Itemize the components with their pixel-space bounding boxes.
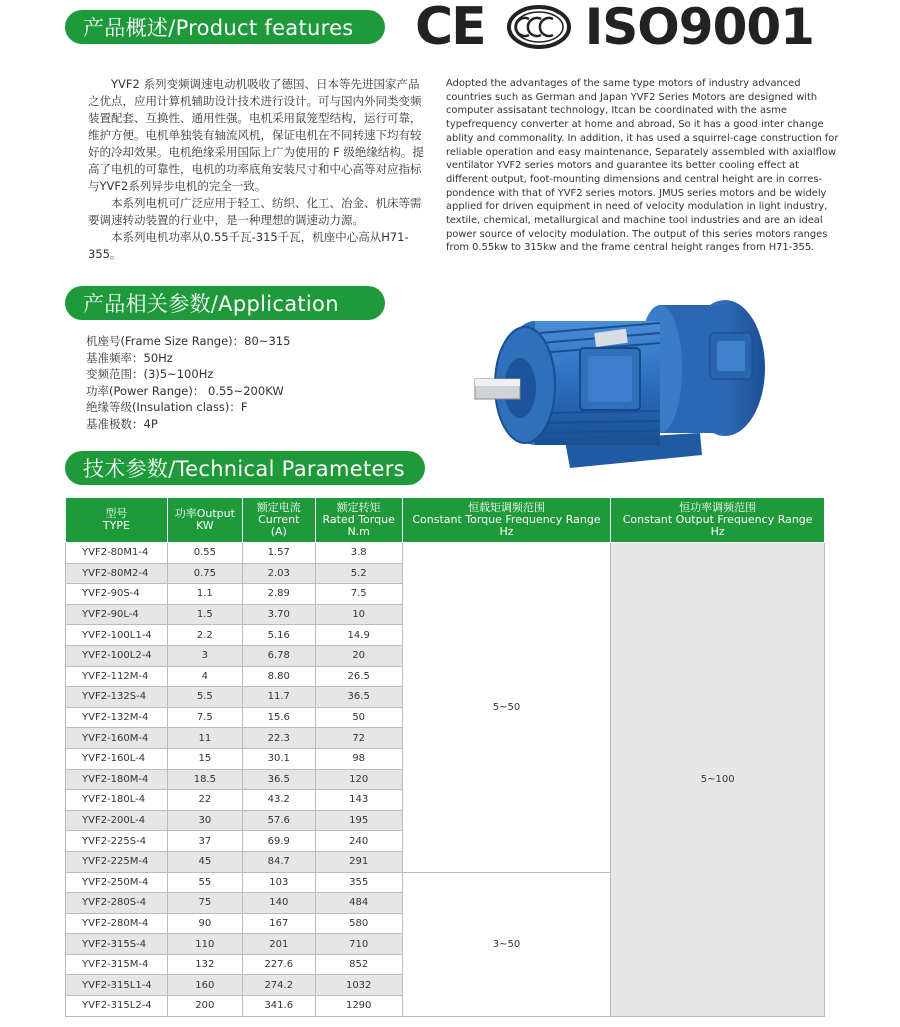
cell-current: 227.6 [242,954,315,975]
header-torque: 额定转矩 Rated Torque N.m [315,498,402,543]
cell-type: YVF2-225S-4 [66,831,168,852]
cell-current: 341.6 [242,996,315,1017]
cell-output: 90 [167,913,242,934]
cell-type: YVF2-180M-4 [66,769,168,790]
cell-type: YVF2-90S-4 [66,584,168,605]
cell-torque: 852 [315,954,402,975]
cell-type: YVF2-315S-4 [66,934,168,955]
cell-torque: 36.5 [315,687,402,708]
cell-torque: 484 [315,893,402,914]
cell-current: 2.89 [242,584,315,605]
cn-paragraph: YVF2 系列变频调速电动机吸收了德国、日本等先进国家产品之优点，应用计算机辅助设计技术进行设计。可与国内外同类变频装置配套、互换性、通用性强。电机采用鼠笼型结构，运行可靠，维护方便。电机单独装有轴流风机，保证电机在不同转速下均有较好的冷却效果。电机绝缘采用国际上广为使用的 F 级绝缘结构。提高了电机的可靠性，电机的功率底角安装尺寸和中心高等对应指标与YVF2系列异步电机的完全一致。 [88,77,424,193]
cell-torque: 50 [315,707,402,728]
cell-current: 201 [242,934,315,955]
cell-output: 11 [167,728,242,749]
header-output: 功率Output KW [167,498,242,543]
cell-torque: 1032 [315,975,402,996]
spec-frame-size: 机座号(Frame Size Range)：80~315 [86,334,291,348]
cell-type: YVF2-132M-4 [66,707,168,728]
cell-type: YVF2-90L-4 [66,604,168,625]
spec-base-frequency: 基准频率：50Hz [86,350,173,365]
spec-frequency-range: 变频范围：(3)5~100Hz [86,367,214,382]
cell-torque: 195 [315,810,402,831]
cell-output: 110 [167,934,242,955]
iso9001-logo: ISO9001 [584,0,814,56]
cell-torque: 240 [315,831,402,852]
cell-output: 2.2 [167,625,242,646]
cell-current: 140 [242,893,315,914]
cell-output: 5.5 [167,687,242,708]
cell-current: 1.57 [242,543,315,564]
cell-current: 2.03 [242,563,315,584]
cell-output: 132 [167,954,242,975]
ce-logo: CE [415,0,485,57]
cell-current: 36.5 [242,769,315,790]
cell-torque: 7.5 [315,584,402,605]
cell-output: 15 [167,748,242,769]
cell-output: 45 [167,851,242,872]
cell-torque: 355 [315,872,402,893]
cell-torque: 5.2 [315,563,402,584]
cell-torque: 98 [315,748,402,769]
cell-output: 160 [167,975,242,996]
cell-torque: 580 [315,913,402,934]
cell-type: YVF2-250M-4 [66,872,168,893]
cell-current: 22.3 [242,728,315,749]
cell-current: 15.6 [242,707,315,728]
cell-type: YVF2-100L2-4 [66,645,168,666]
cell-output: 3 [167,645,242,666]
english-description: Adopted the advantages of the same type motors of industry advanced countries such as German and Japan YVF2 Series Motors are designed with computer assisatant technology, Itcan be coordinated with the asme typefrequency converter at home and abroad, So it has a good inter change ablity and commonality. In addition, it has used a squirrel-cage construction for reliable operation and easy maintenance, Separately assembled with axialflow ventilator YVF2 series motors and guarantee its better cooling effect at different output, foot-mounting dimensions and central height are in corres-pondence with that of YVF2 series motors. JMUS series motors and be widely applied for driven equipment in need of velocity modulation in light industry, textile, chemical, metallurgical and machine tool industries and are an ideal power source of velocity modulation. The output of this series motors ranges from 0.55kw to 315kw and the frame central height ranges from H71-355. [446,78,839,254]
ccc-logo-icon [507,5,571,49]
cell-torque-range-b: 3~50 [402,872,611,1016]
section-title-application [65,286,385,320]
cell-type: YVF2-80M2-4 [66,563,168,584]
table-row [66,543,825,564]
cell-type: YVF2-280M-4 [66,913,168,934]
cell-current: 5.16 [242,625,315,646]
cell-current: 6.78 [242,645,315,666]
cell-torque: 72 [315,728,402,749]
cell-type: YVF2-80M1-4 [66,543,168,564]
cell-type: YVF2-315L2-4 [66,996,168,1017]
cell-torque: 3.8 [315,543,402,564]
cell-torque: 143 [315,790,402,811]
cell-output: 0.55 [167,543,242,564]
cell-output: 75 [167,893,242,914]
cell-type: YVF2-100L1-4 [66,625,168,646]
cell-type: YVF2-132S-4 [66,687,168,708]
cell-current: 167 [242,913,315,934]
cell-torque: 14.9 [315,625,402,646]
cell-torque-range-a: 5~50 [402,543,611,873]
cell-output: 22 [167,790,242,811]
cell-type: YVF2-315L1-4 [66,975,168,996]
cell-current: 43.2 [242,790,315,811]
section-title-technical-parameters [65,451,425,485]
header-current: 额定电流 Current (A) [242,498,315,543]
cell-output: 1.5 [167,604,242,625]
cell-type: YVF2-225M-4 [66,851,168,872]
header-constant-torque-range: 恒载矩调频范围 Constant Torque Frequency Range Hz [402,498,611,543]
cell-torque: 120 [315,769,402,790]
cell-current: 8.80 [242,666,315,687]
cell-current: 103 [242,872,315,893]
cell-type: YVF2-160L-4 [66,748,168,769]
technical-parameters-table [65,497,825,1017]
cell-output: 7.5 [167,707,242,728]
cell-type: YVF2-160M-4 [66,728,168,749]
cell-current: 274.2 [242,975,315,996]
spec-poles: 基准极数：4P [86,416,158,431]
spec-insulation-class: 绝缘等级(Insulation class)：F [86,400,248,415]
spec-power-range: 功率(Power Range)： 0.55~200KW [86,383,284,398]
cell-type: YVF2-112M-4 [66,666,168,687]
section-title-product-features [65,10,385,44]
cell-output: 1.1 [167,584,242,605]
cell-output: 0.75 [167,563,242,584]
cell-type: YVF2-280S-4 [66,893,168,914]
section-title-text: 技术参数/Technical Parameters [83,457,405,481]
cell-current: 84.7 [242,851,315,872]
cell-torque: 10 [315,604,402,625]
cell-torque: 26.5 [315,666,402,687]
cell-torque: 291 [315,851,402,872]
cell-type: YVF2-180L-4 [66,790,168,811]
cell-current: 69.9 [242,831,315,852]
cell-current: 57.6 [242,810,315,831]
cell-torque: 1290 [315,996,402,1017]
cell-type: YVF2-200L-4 [66,810,168,831]
cell-output: 37 [167,831,242,852]
cell-current: 3.70 [242,604,315,625]
cn-paragraph: 本系列电机功率从0.55千瓦-315千瓦，机座中心高从H71-355。 [88,230,409,261]
table-header-row [66,498,825,543]
header-constant-output-range: 恒功率调频范围 Constant Output Frequency Range Hz [611,498,825,543]
cell-torque: 710 [315,934,402,955]
section-title-text: 产品概述/Product features [83,16,354,40]
header-type: 型号 TYPE [66,498,168,543]
certification-logos [415,0,814,57]
cell-output: 4 [167,666,242,687]
application-spec-list [86,333,290,433]
cell-output: 30 [167,810,242,831]
cell-torque: 20 [315,645,402,666]
cell-current: 11.7 [242,687,315,708]
cell-output-range: 5~100 [611,543,825,1017]
cell-output: 18.5 [167,769,242,790]
cell-type: YVF2-315M-4 [66,954,168,975]
chinese-description [88,76,428,263]
cell-output: 200 [167,996,242,1017]
motor-image [470,293,780,473]
section-title-text: 产品相关参数/Application [83,292,339,316]
cell-output: 55 [167,872,242,893]
cn-paragraph: 本系列电机可广泛应用于轻工、纺织、化工、冶金、机床等需要调速转动装置的行业中，是一种理想的调速动力源。 [88,196,422,227]
cell-current: 30.1 [242,748,315,769]
